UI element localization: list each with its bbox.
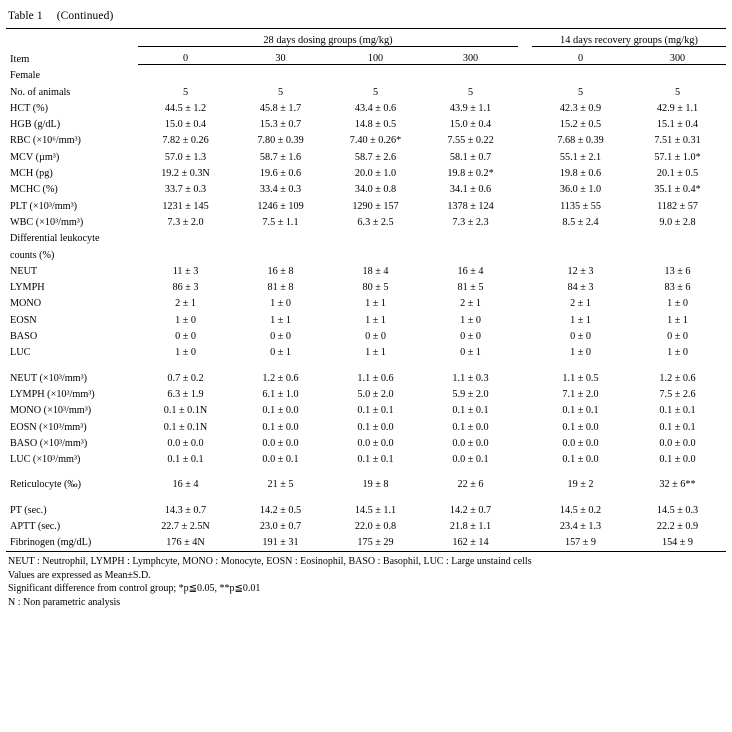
cell-dose-100: 5.0 ± 2.0 xyxy=(357,388,394,400)
column-header-dose-0: 0 xyxy=(138,47,233,65)
bottom-rule-row xyxy=(6,548,726,552)
cell-dose-300: 7.55 ± 0.22 xyxy=(447,135,494,147)
cell-recovery-300: 15.1 ± 0.4 xyxy=(656,119,699,131)
cell-dose-30: 1 ± 1 xyxy=(270,314,291,326)
group-separator xyxy=(518,130,532,146)
cell-recovery-0: 0 ± 0 xyxy=(570,331,591,343)
cell-recovery-0: 15.2 ± 0.5 xyxy=(559,119,602,131)
cell-dose-30: 0.0 ± 0.1 xyxy=(262,454,299,466)
cell-dose-300: 162 ± 14 xyxy=(452,537,489,549)
cell-recovery-300: 5 xyxy=(674,86,681,98)
row-label: EOSN xyxy=(10,314,37,326)
hematology-table xyxy=(6,28,726,552)
group-separator xyxy=(518,81,532,97)
cell-dose-100: 34.0 ± 0.8 xyxy=(354,184,397,196)
cell-dose-300: 21.8 ± 1.1 xyxy=(449,521,492,533)
table-row xyxy=(6,98,726,114)
group-separator xyxy=(518,146,532,162)
cell-dose-0: 5 xyxy=(182,86,189,98)
cell-dose-30: 0 ± 0 xyxy=(270,331,291,343)
group-separator xyxy=(518,367,532,383)
table-row xyxy=(6,146,726,162)
cell-recovery-300: 7.5 ± 2.6 xyxy=(659,388,696,400)
table-row xyxy=(6,244,726,260)
cell-recovery-0: 0.1 ± 0.0 xyxy=(562,454,599,466)
table-row xyxy=(6,309,726,325)
cell-dose-100: 0.0 ± 0.0 xyxy=(357,437,394,449)
cell-dose-300: 16 ± 4 xyxy=(457,265,484,277)
cell-dose-300: 19.8 ± 0.2* xyxy=(447,168,494,180)
row-label: MONO xyxy=(10,298,42,310)
cell-dose-0 xyxy=(138,244,233,260)
section-label: Female xyxy=(10,70,40,82)
cell-dose-0: 0.7 ± 0.2 xyxy=(167,372,204,384)
cell-dose-0: 0.0 ± 0.0 xyxy=(167,437,204,449)
cell-dose-100: 19 ± 8 xyxy=(362,479,389,491)
cell-recovery-300: 0.1 ± 0.1 xyxy=(659,421,696,433)
cell-dose-30: 58.7 ± 1.6 xyxy=(259,151,302,163)
group-separator xyxy=(518,433,532,449)
row-label: WBC (×10³/mm³) xyxy=(10,216,84,228)
cell-dose-30: 5 xyxy=(277,86,284,98)
cell-dose-300: 58.1 ± 0.7 xyxy=(449,151,492,163)
cell-recovery-300 xyxy=(629,228,726,244)
footnote-line: N : Non parametric analysis xyxy=(8,596,121,608)
table-row xyxy=(6,261,726,277)
table-row xyxy=(6,293,726,309)
cell-dose-300 xyxy=(423,228,518,244)
group-separator xyxy=(518,326,532,342)
cell-dose-100: 0.1 ± 0.1 xyxy=(357,405,394,417)
table-row xyxy=(6,416,726,432)
cell-dose-300: 34.1 ± 0.6 xyxy=(449,184,492,196)
cell-dose-300: 0.1 ± 0.0 xyxy=(452,421,489,433)
cell-recovery-0: 42.3 ± 0.9 xyxy=(559,102,602,114)
table-row-spacer xyxy=(6,465,726,474)
cell-recovery-300: 9.0 ± 2.8 xyxy=(659,216,696,228)
row-label: Differential leukocyte xyxy=(10,233,100,245)
cell-recovery-0: 19 ± 2 xyxy=(567,479,594,491)
cell-dose-30: 6.1 ± 1.0 xyxy=(262,388,299,400)
table-row xyxy=(6,179,726,195)
cell-dose-100: 7.40 ± 0.26* xyxy=(349,135,402,147)
cell-dose-30 xyxy=(233,228,328,244)
table-row xyxy=(6,114,726,130)
cell-dose-30: 1246 ± 109 xyxy=(257,200,304,212)
cell-dose-30: 7.80 ± 0.39 xyxy=(257,135,304,147)
row-label: APTT (sec.) xyxy=(10,521,61,533)
cell-recovery-0: 1.1 ± 0.5 xyxy=(562,372,599,384)
cell-recovery-0: 14.5 ± 0.2 xyxy=(559,504,602,516)
table-row-spacer xyxy=(6,490,726,499)
cell-dose-300: 15.0 ± 0.4 xyxy=(449,119,492,131)
cell-dose-0: 7.3 ± 2.0 xyxy=(167,216,204,228)
cell-dose-0: 15.0 ± 0.4 xyxy=(164,119,207,131)
column-header-recovery-300: 300 xyxy=(629,47,726,65)
cell-recovery-0: 0.1 ± 0.0 xyxy=(562,421,599,433)
cell-recovery-0: 7.68 ± 0.39 xyxy=(557,135,604,147)
row-label: MONO (×10³/mm³) xyxy=(10,405,92,417)
cell-recovery-0: 84 ± 3 xyxy=(567,282,594,294)
cell-dose-0: 1 ± 0 xyxy=(175,314,196,326)
cell-dose-100: 14.5 ± 1.1 xyxy=(354,504,397,516)
row-label: LUC (×10³/mm³) xyxy=(10,454,81,466)
cell-recovery-300: 0 ± 0 xyxy=(667,331,688,343)
group-separator xyxy=(518,47,532,65)
group-separator xyxy=(518,228,532,244)
row-label: HGB (g/dL) xyxy=(10,119,61,131)
cell-dose-100: 5 xyxy=(372,86,379,98)
cell-dose-30: 7.5 ± 1.1 xyxy=(262,216,299,228)
cell-dose-100: 1 ± 1 xyxy=(365,298,386,310)
cell-dose-0: 19.2 ± 0.3N xyxy=(161,168,210,180)
cell-dose-100: 0 ± 0 xyxy=(365,331,386,343)
cell-dose-300: 5.9 ± 2.0 xyxy=(452,388,489,400)
column-header-dose-100: 100 xyxy=(328,47,423,65)
cell-dose-100: 175 ± 29 xyxy=(357,537,394,549)
cell-recovery-300: 57.1 ± 1.0* xyxy=(654,151,701,163)
cell-dose-100: 18 ± 4 xyxy=(362,265,389,277)
cell-dose-30: 33.4 ± 0.3 xyxy=(259,184,302,196)
cell-dose-300: 2 ± 1 xyxy=(460,298,481,310)
cell-dose-300: 1 ± 0 xyxy=(460,314,481,326)
table-row xyxy=(6,163,726,179)
cell-dose-0: 11 ± 3 xyxy=(172,265,199,277)
cell-dose-0: 176 ± 4N xyxy=(166,537,205,549)
cell-recovery-0: 12 ± 3 xyxy=(567,265,594,277)
cell-dose-100: 1 ± 1 xyxy=(365,347,386,359)
cell-recovery-300: 22.2 ± 0.9 xyxy=(656,521,699,533)
cell-recovery-0: 36.0 ± 1.0 xyxy=(559,184,602,196)
cell-dose-30: 191 ± 31 xyxy=(262,537,299,549)
group-separator xyxy=(518,98,532,114)
table-row xyxy=(6,474,726,490)
cell-recovery-300: 42.9 ± 1.1 xyxy=(656,102,699,114)
row-label: BASO xyxy=(10,331,38,343)
row-label: NEUT (×10³/mm³) xyxy=(10,372,88,384)
cell-dose-300: 0.0 ± 0.0 xyxy=(452,437,489,449)
cell-recovery-0 xyxy=(532,244,629,260)
cell-recovery-0: 23.4 ± 1.3 xyxy=(559,521,602,533)
table-row xyxy=(6,326,726,342)
table-row xyxy=(6,277,726,293)
cell-dose-0: 57.0 ± 1.3 xyxy=(164,151,207,163)
table-row xyxy=(6,342,726,358)
cell-dose-0: 2 ± 1 xyxy=(175,298,196,310)
table-bottom-rule xyxy=(6,548,726,552)
cell-recovery-300 xyxy=(629,244,726,260)
cell-dose-300: 22 ± 6 xyxy=(457,479,484,491)
cell-dose-300: 43.9 ± 1.1 xyxy=(449,102,492,114)
spacer-cell xyxy=(6,358,726,367)
row-label: PLT (×10³/mm³) xyxy=(10,200,78,212)
spacer-cell xyxy=(6,465,726,474)
cell-dose-30: 15.3 ± 0.7 xyxy=(259,119,302,131)
bottom-rule-cell xyxy=(6,548,726,552)
cell-dose-100: 0.1 ± 0.0 xyxy=(357,421,394,433)
column-header-item: Item xyxy=(6,29,138,65)
row-label: BASO (×10³/mm³) xyxy=(10,437,88,449)
table-row xyxy=(6,449,726,465)
section-row-female xyxy=(6,65,726,82)
cell-dose-100: 22.0 ± 0.8 xyxy=(354,521,397,533)
cell-dose-30: 0.1 ± 0.0 xyxy=(262,405,299,417)
cell-dose-0: 7.82 ± 0.26 xyxy=(162,135,209,147)
group-separator xyxy=(518,195,532,211)
cell-recovery-0: 55.1 ± 2.1 xyxy=(559,151,602,163)
cell-dose-100: 58.7 ± 2.6 xyxy=(354,151,397,163)
cell-dose-100: 1 ± 1 xyxy=(365,314,386,326)
cell-recovery-300: 154 ± 9 xyxy=(661,537,694,549)
cell-dose-100 xyxy=(328,244,423,260)
group-separator xyxy=(518,244,532,260)
cell-recovery-300: 1 ± 0 xyxy=(667,347,688,359)
row-label: EOSN (×10³/mm³) xyxy=(10,421,87,433)
cell-dose-0: 0 ± 0 xyxy=(175,331,196,343)
group-separator xyxy=(518,449,532,465)
cell-dose-100: 80 ± 5 xyxy=(362,282,389,294)
cell-dose-30: 1.2 ± 0.6 xyxy=(262,372,299,384)
cell-recovery-300: 0.1 ± 0.1 xyxy=(659,405,696,417)
cell-dose-300: 81 ± 5 xyxy=(457,282,484,294)
cell-recovery-300: 83 ± 6 xyxy=(664,282,691,294)
cell-dose-300: 7.3 ± 2.3 xyxy=(452,216,489,228)
cell-dose-0: 1231 ± 145 xyxy=(162,200,209,212)
group-separator xyxy=(518,261,532,277)
cell-recovery-0: 8.5 ± 2.4 xyxy=(562,216,599,228)
cell-dose-30: 0.1 ± 0.0 xyxy=(262,421,299,433)
row-label: Reticulocyte (‰) xyxy=(10,479,82,491)
cell-recovery-300: 0.1 ± 0.0 xyxy=(659,454,696,466)
group-header-row xyxy=(6,29,726,47)
cell-dose-0: 33.7 ± 0.3 xyxy=(164,184,207,196)
cell-recovery-0: 1 ± 0 xyxy=(570,347,591,359)
row-label: PT (sec.) xyxy=(10,504,47,516)
row-label: MCH (pg) xyxy=(10,168,53,180)
cell-dose-30: 14.2 ± 0.5 xyxy=(259,504,302,516)
section-blank xyxy=(138,65,726,82)
cell-dose-300: 0 ± 0 xyxy=(460,331,481,343)
cell-recovery-0: 1 ± 1 xyxy=(570,314,591,326)
spacer-cell xyxy=(6,490,726,499)
cell-recovery-300: 1182 ± 57 xyxy=(657,200,698,212)
table-row xyxy=(6,367,726,383)
cell-recovery-300: 35.1 ± 0.4* xyxy=(654,184,701,196)
table-data-rows xyxy=(6,81,726,548)
group-header-recovery: 14 days recovery groups (mg/kg) xyxy=(532,29,726,47)
cell-recovery-0: 157 ± 9 xyxy=(564,537,597,549)
group-separator xyxy=(518,114,532,130)
cell-recovery-0: 1135 ± 55 xyxy=(560,200,601,212)
group-separator xyxy=(518,179,532,195)
cell-dose-100: 1.1 ± 0.6 xyxy=(357,372,394,384)
cell-dose-30: 0 ± 1 xyxy=(270,347,291,359)
table-row xyxy=(6,516,726,532)
table-footnotes xyxy=(6,555,726,609)
row-label: Fibrinogen (mg/dL) xyxy=(10,537,92,549)
table-row-spacer xyxy=(6,358,726,367)
table-row xyxy=(6,400,726,416)
cell-recovery-0: 19.8 ± 0.6 xyxy=(559,168,602,180)
footnote-line: Significant difference from control group; *p≦0.05, **p≦0.01 xyxy=(8,583,261,595)
row-label: MCV (µm³) xyxy=(10,151,60,163)
cell-dose-0: 6.3 ± 1.9 xyxy=(167,388,204,400)
row-label: HCT (%) xyxy=(10,102,49,114)
cell-dose-30: 21 ± 5 xyxy=(267,479,294,491)
column-header-recovery-0: 0 xyxy=(532,47,629,65)
cell-dose-300: 0.0 ± 0.1 xyxy=(452,454,489,466)
table-row xyxy=(6,384,726,400)
row-label: RBC (×10⁶/mm³) xyxy=(10,135,81,147)
cell-dose-30: 1 ± 0 xyxy=(270,298,291,310)
table-row xyxy=(6,433,726,449)
cell-dose-100: 43.4 ± 0.6 xyxy=(354,102,397,114)
row-label: LYMPH (×10³/mm³) xyxy=(10,388,95,400)
cell-dose-100: 1290 ± 157 xyxy=(352,200,399,212)
cell-dose-30: 19.6 ± 0.6 xyxy=(259,168,302,180)
group-header-dosing: 28 days dosing groups (mg/kg) xyxy=(138,29,518,47)
group-separator xyxy=(518,474,532,490)
cell-dose-30 xyxy=(233,244,328,260)
cell-dose-300: 14.2 ± 0.7 xyxy=(449,504,492,516)
group-separator xyxy=(518,499,532,515)
cell-dose-100: 0.1 ± 0.1 xyxy=(357,454,394,466)
table-row xyxy=(6,228,726,244)
cell-dose-0: 0.1 ± 0.1N xyxy=(163,421,208,433)
cell-dose-100: 6.3 ± 2.5 xyxy=(357,216,394,228)
group-separator xyxy=(518,516,532,532)
cell-dose-0: 0.1 ± 0.1 xyxy=(167,454,204,466)
cell-recovery-300: 1 ± 0 xyxy=(667,298,688,310)
table-caption xyxy=(8,10,726,22)
cell-recovery-300: 32 ± 6** xyxy=(659,479,696,491)
cell-recovery-300: 1 ± 1 xyxy=(667,314,688,326)
cell-dose-0: 44.5 ± 1.2 xyxy=(164,102,207,114)
cell-dose-0 xyxy=(138,228,233,244)
row-label: counts (%) xyxy=(10,249,55,261)
cell-dose-0: 86 ± 3 xyxy=(172,282,199,294)
cell-dose-100: 20.0 ± 1.0 xyxy=(354,168,397,180)
cell-dose-30: 45.8 ± 1.7 xyxy=(259,102,302,114)
group-separator xyxy=(518,309,532,325)
table-caption-text: (Continued) xyxy=(56,10,114,22)
cell-dose-300: 5 xyxy=(467,86,474,98)
cell-recovery-0: 2 ± 1 xyxy=(570,298,591,310)
group-separator xyxy=(518,532,532,548)
group-separator xyxy=(518,416,532,432)
group-separator xyxy=(518,29,532,47)
table-caption-label: Table 1 xyxy=(8,10,43,22)
group-separator xyxy=(518,384,532,400)
cell-dose-0: 22.7 ± 2.5N xyxy=(161,521,210,533)
table-row xyxy=(6,532,726,548)
cell-dose-30: 0.0 ± 0.0 xyxy=(262,437,299,449)
column-header-dose-30: 30 xyxy=(233,47,328,65)
column-header-dose-300: 300 xyxy=(423,47,518,65)
cell-recovery-0 xyxy=(532,228,629,244)
table-row xyxy=(6,81,726,97)
cell-dose-300: 1378 ± 124 xyxy=(447,200,494,212)
cell-recovery-300: 20.1 ± 0.5 xyxy=(656,168,699,180)
cell-dose-30: 23.0 ± 0.7 xyxy=(259,521,302,533)
row-label: LUC xyxy=(10,347,31,359)
cell-dose-30: 16 ± 8 xyxy=(267,265,294,277)
cell-dose-0: 0.1 ± 0.1N xyxy=(163,405,208,417)
group-separator xyxy=(518,293,532,309)
row-label: MCHC (%) xyxy=(10,184,58,196)
cell-dose-300: 0.1 ± 0.1 xyxy=(452,405,489,417)
cell-dose-100 xyxy=(328,228,423,244)
table-body xyxy=(6,29,726,82)
cell-dose-100: 14.8 ± 0.5 xyxy=(354,119,397,131)
group-separator xyxy=(518,277,532,293)
table-row xyxy=(6,195,726,211)
cell-dose-0: 1 ± 0 xyxy=(175,347,196,359)
group-separator xyxy=(518,212,532,228)
group-separator xyxy=(518,342,532,358)
row-label: No. of animals xyxy=(10,86,71,98)
table-row xyxy=(6,130,726,146)
row-label: LYMPH xyxy=(10,282,45,294)
cell-recovery-0: 7.1 ± 2.0 xyxy=(562,388,599,400)
cell-recovery-300: 7.51 ± 0.31 xyxy=(654,135,701,147)
cell-dose-0: 14.3 ± 0.7 xyxy=(164,504,207,516)
cell-dose-30: 81 ± 8 xyxy=(267,282,294,294)
cell-recovery-0: 0.1 ± 0.1 xyxy=(562,405,599,417)
cell-recovery-300: 14.5 ± 0.3 xyxy=(656,504,699,516)
cell-dose-300: 1.1 ± 0.3 xyxy=(452,372,489,384)
group-separator xyxy=(518,400,532,416)
table-row xyxy=(6,212,726,228)
cell-recovery-300: 0.0 ± 0.0 xyxy=(659,437,696,449)
cell-dose-300 xyxy=(423,244,518,260)
footnote-line: Values are expressed as Mean±S.D. xyxy=(8,569,151,581)
footnote-line: NEUT : Neutrophil, LYMPH : Lymphcyte, MONO : Monocyte, EOSN : Eosinophil, BASO : Basophil, LUC : Large unstaind cells xyxy=(8,556,532,568)
cell-recovery-300: 1.2 ± 0.6 xyxy=(659,372,696,384)
group-separator xyxy=(518,163,532,179)
cell-recovery-0: 0.0 ± 0.0 xyxy=(562,437,599,449)
cell-recovery-0: 5 xyxy=(577,86,584,98)
row-label: NEUT xyxy=(10,265,38,277)
table-row xyxy=(6,499,726,515)
cell-dose-0: 16 ± 4 xyxy=(172,479,199,491)
cell-dose-300: 0 ± 1 xyxy=(460,347,481,359)
cell-recovery-300: 13 ± 6 xyxy=(664,265,691,277)
